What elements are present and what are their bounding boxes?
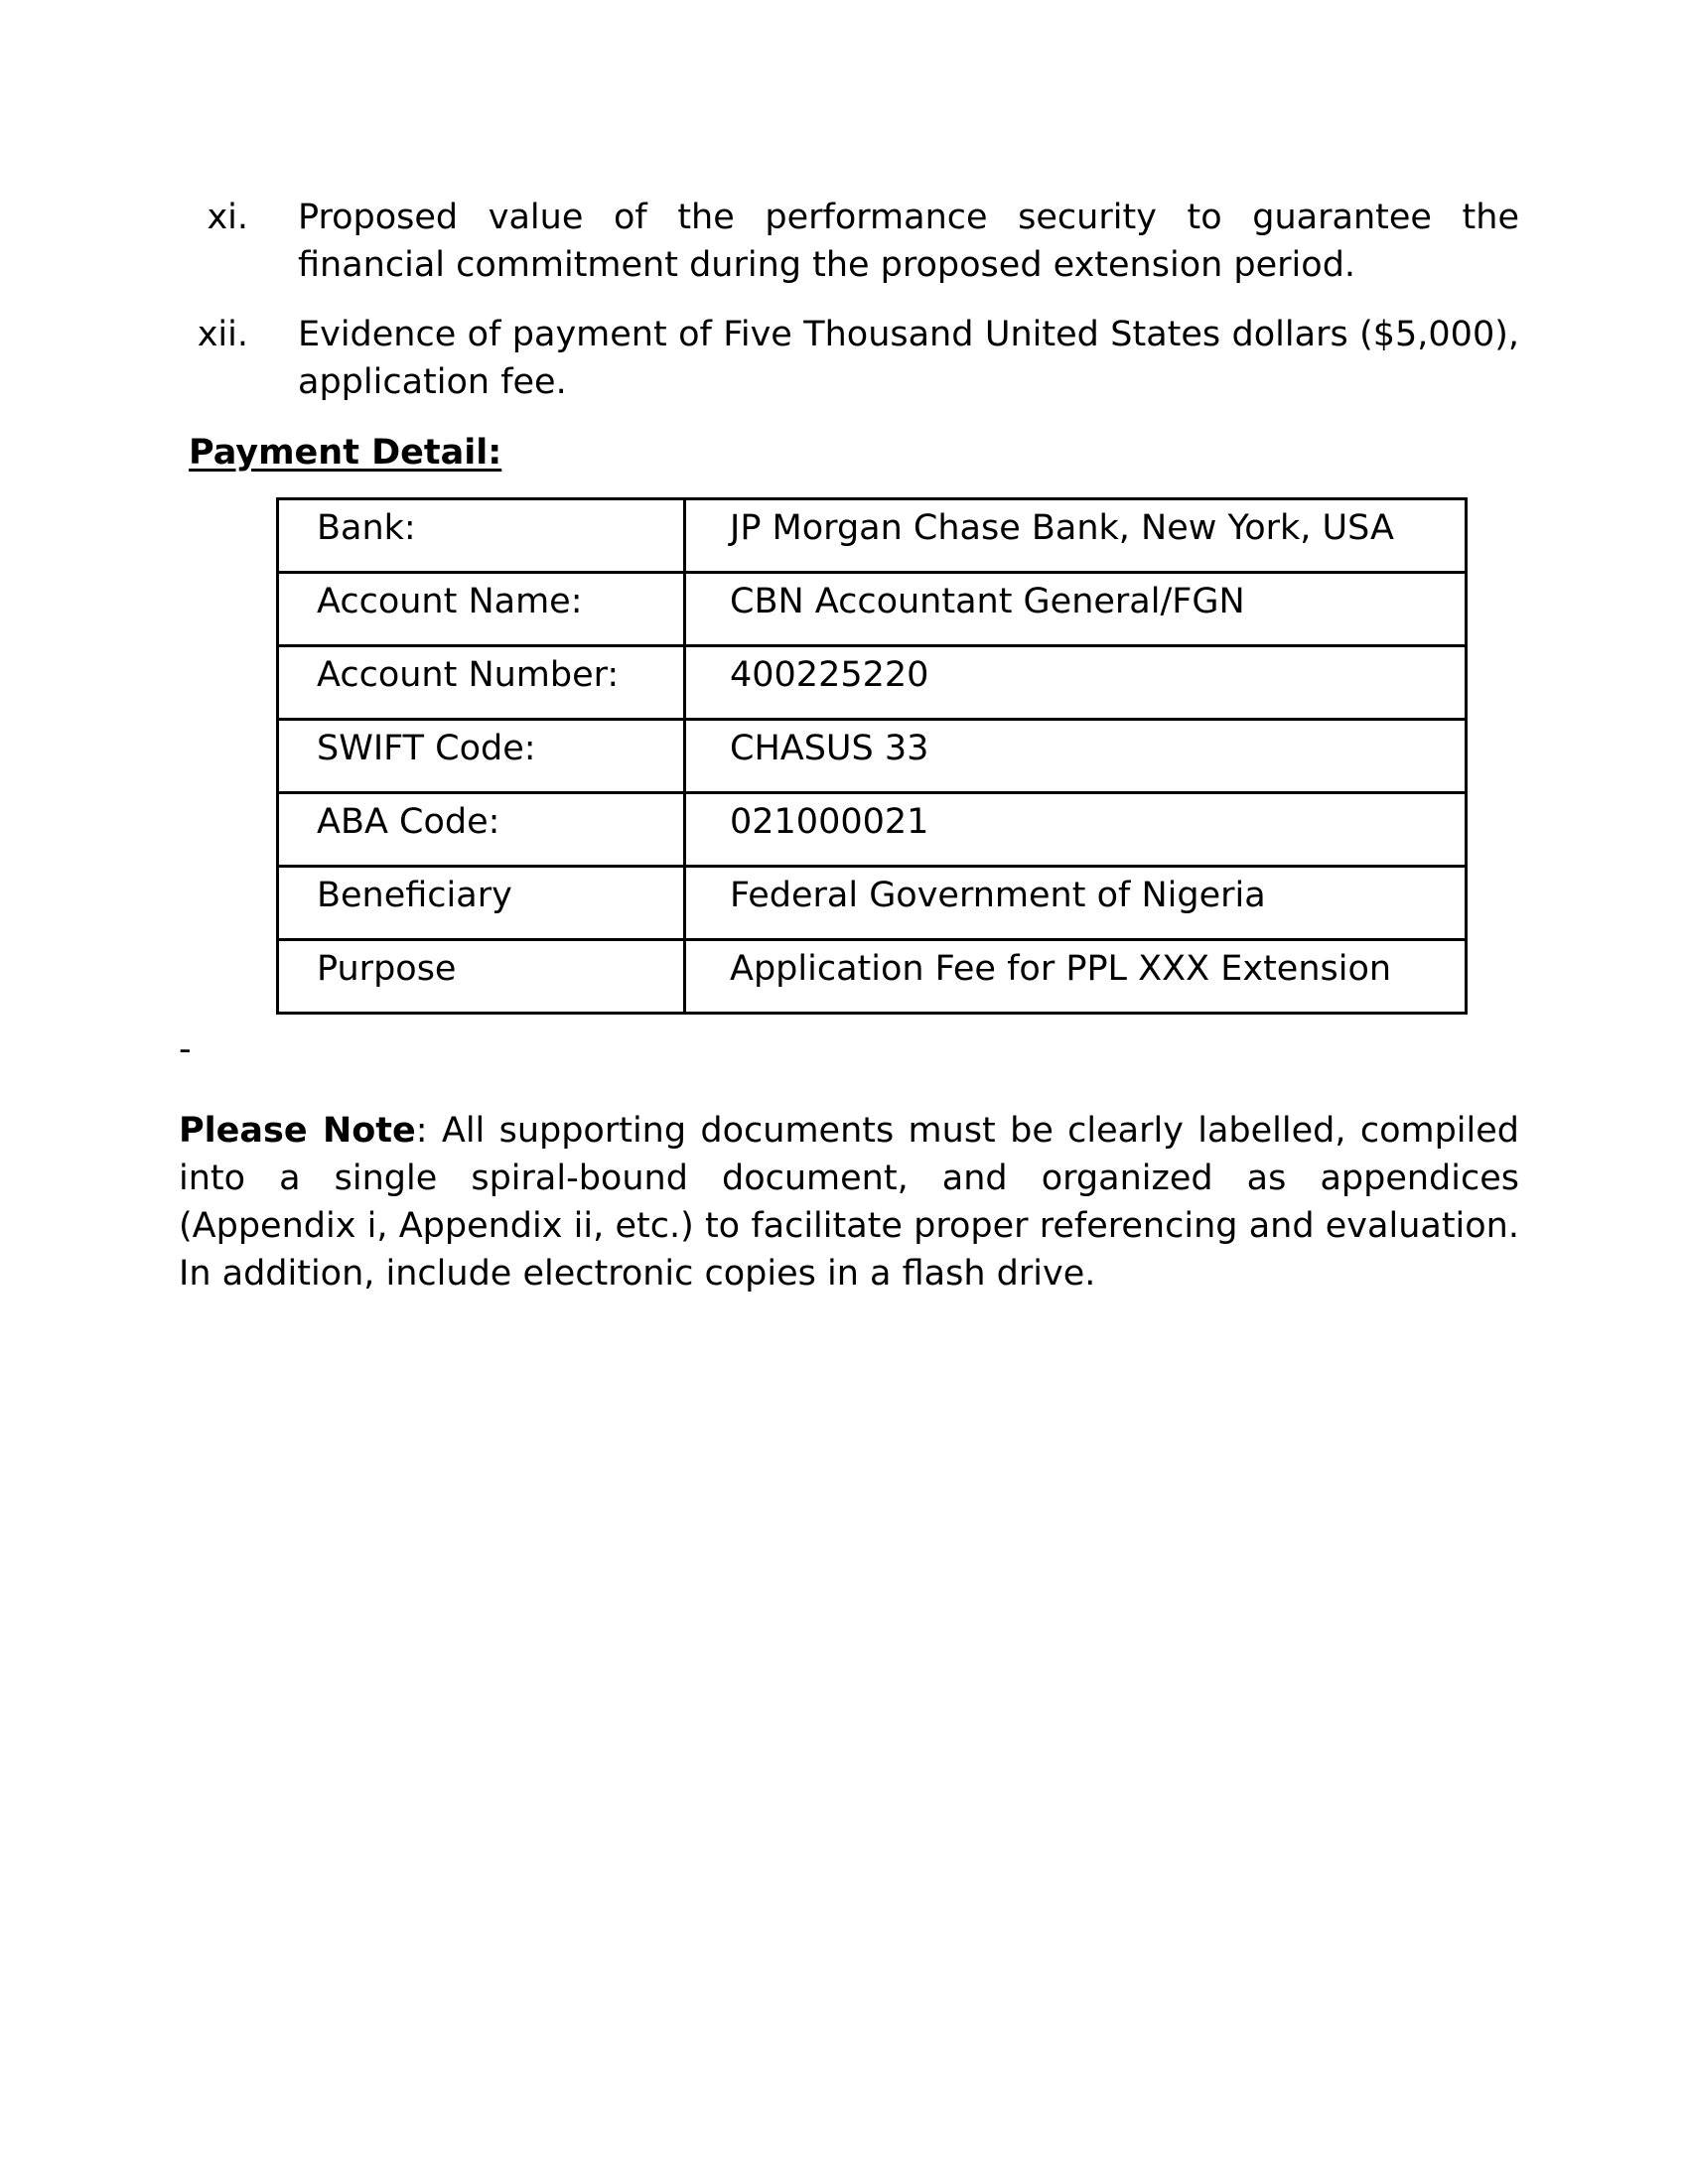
row-label: Account Name:: [278, 573, 685, 646]
row-label: ABA Code:: [278, 793, 685, 867]
note-text: : All supporting documents must be clearly labelled, compiled into a single spiral-bound document, and organized as appendices (Appendix i, Appendix ii, etc.) to facilitate proper referencing and evaluation. In addition, include electronic copies in a flash drive.: [179, 1111, 1519, 1294]
table-row: [278, 646, 1467, 720]
table-row: [278, 720, 1467, 793]
table-row: [278, 940, 1467, 1014]
payment-detail-heading: Payment Detail:: [189, 433, 502, 473]
row-label: Account Number:: [278, 646, 685, 720]
note-label: Please Note: [179, 1111, 416, 1151]
row-value: Application Fee for PPL XXX Extension: [685, 940, 1467, 1014]
separator-dash: -: [179, 1029, 192, 1069]
row-label: SWIFT Code:: [278, 720, 685, 793]
list-item-text: Proposed value of the performance security to guarantee the financial commitment during the proposed extension period.: [298, 198, 1519, 285]
row-value: JP Morgan Chase Bank, New York, USA: [685, 499, 1467, 573]
row-label: Bank:: [278, 499, 685, 573]
table-row: [278, 793, 1467, 867]
payment-detail-table: [276, 497, 1468, 1015]
list-item-number: xii.: [197, 315, 248, 354]
table-row: [278, 867, 1467, 940]
row-value: 400225220: [685, 646, 1467, 720]
table-row: [278, 573, 1467, 646]
please-note-paragraph: [179, 1107, 1519, 1297]
list-item-text: Evidence of payment of Five Thousand United States dollars ($5,000), application fee.: [298, 315, 1519, 402]
table-row: [278, 499, 1467, 573]
row-value: CBN Accountant General/FGN: [685, 573, 1467, 646]
row-label: Beneficiary: [278, 867, 685, 940]
row-label: Purpose: [278, 940, 685, 1014]
row-value: CHASUS 33: [685, 720, 1467, 793]
row-value: 021000021: [685, 793, 1467, 867]
row-value: Federal Government of Nigeria: [685, 867, 1467, 940]
list-item-number: xi.: [207, 198, 248, 237]
